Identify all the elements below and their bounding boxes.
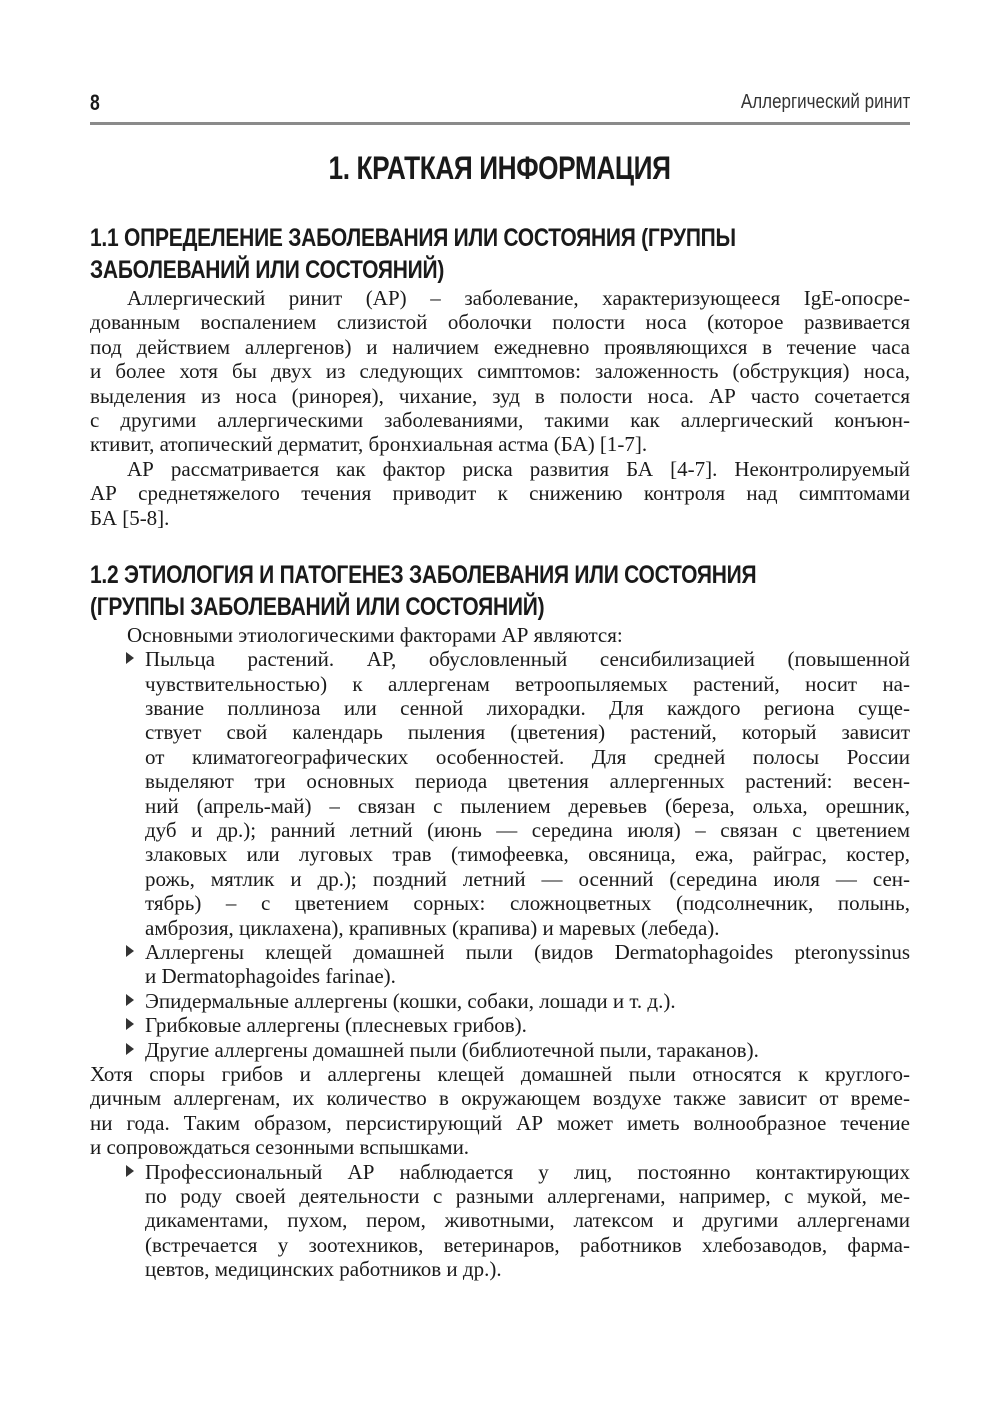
text-line: ни года. Таким образом, персистирующий АР может иметь волнообразное течение — [90, 1110, 910, 1135]
text-line: (встречается у зоотехников, ветеринаров, работников хлебозаводов, фарма- — [145, 1232, 910, 1257]
text-line: Пыльца растений. АР, обусловленный сенсибилизацией (повышенной — [145, 647, 910, 672]
text-line: с другими аллергическими заболеваниями, такими как аллергический конъюн- — [90, 407, 910, 432]
bullet-triangle-icon — [126, 1043, 134, 1055]
page-content — [90, 222, 910, 1281]
section-heading-line: 1.1 ОПРЕДЕЛЕНИЕ ЗАБОЛЕВАНИЯ ИЛИ СОСТОЯНИЯ (ГРУППЫ — [90, 224, 736, 252]
running-title: Аллергический ринит — [740, 91, 910, 113]
text-line: Хотя споры грибов и аллергены клещей домашней пыли относятся к круглого- — [90, 1061, 910, 1086]
text-line: Эпидермальные аллергены (кошки, собаки, лошади и т. д.). — [145, 988, 676, 1013]
text-line: ствует свой календарь пыления (цветения) растений, который зависит — [145, 720, 910, 745]
bullet-item — [90, 940, 910, 989]
text-line: чувствительностью) к аллергенам ветроопыляемых растений, носит на- — [145, 671, 910, 696]
paragraph — [90, 457, 910, 530]
text-line: Грибковые аллергены (плесневых грибов). — [145, 1013, 527, 1038]
text-line: дикаментами, пухом, пером, животными, латексом и другими аллергенами — [145, 1208, 910, 1233]
paragraph — [90, 1062, 910, 1160]
text-line: и сопровождаться сезонными вспышками. — [90, 1135, 470, 1160]
chapter-title — [0, 150, 1000, 187]
text-line: злаковых или луговых трав (тимофеевка, овсяница, ежа, райграс, костер, — [145, 842, 910, 867]
text-line: Аллергический ринит (АР) – заболевание, характеризующееся IgE-опосре- — [127, 286, 910, 310]
text-line: звание поллиноза или сенной лихорадки. Для каждого региона суще- — [145, 696, 910, 721]
bullet-item — [90, 647, 910, 940]
text-line: по роду своей деятельности с разными аллергенами, например, с мукой, ме- — [145, 1183, 910, 1208]
text-line: и более хотя бы двух из следующих симптомов: заложенность (обструкция) носа, — [90, 359, 910, 384]
section-1 — [90, 222, 910, 530]
paragraph — [90, 286, 910, 457]
page-number: 8 — [90, 90, 100, 115]
running-header — [90, 88, 910, 125]
text-line: тябрь) – с цветением сорных: сложноцветных (подсолнечник, полынь, — [145, 891, 910, 916]
text-line: Профессиональный АР наблюдается у лиц, постоянно контактирующих — [145, 1159, 910, 1184]
text-line: выделяют три основных периода цветения аллергенных растений: весен- — [145, 769, 910, 794]
section-heading-line: ЗАБОЛЕВАНИЙ ИЛИ СОСТОЯНИЙ) — [90, 256, 445, 284]
bullet-triangle-icon — [126, 994, 134, 1006]
text-line: под действием аллергенов) и наличием ежедневно проявляющихся в течение часа — [90, 334, 910, 359]
text-line: амброзия, циклахена), крапивных (крапива) и маревых (лебеда). — [145, 915, 720, 940]
section-2 — [90, 559, 910, 1282]
text-line: и Dermatophagoides farinae). — [145, 964, 396, 989]
bullet-item — [90, 1013, 910, 1037]
text-line: выделения из носа (ринорея), чихание, зуд в полости носа. АР часто сочетается — [90, 383, 910, 408]
bullet-triangle-icon — [126, 1018, 134, 1030]
text-line: АР среднетяжелого течения приводит к снижению контроля над симптомами — [90, 481, 910, 506]
bullet-item — [90, 1038, 910, 1062]
text-line: дуб и др.); ранний летний (июнь — середина июля) – связан с цветением — [145, 818, 910, 843]
bullet-item — [90, 1160, 910, 1282]
text-line: БА [5-8]. — [90, 505, 170, 530]
section-heading-line: 1.2 ЭТИОЛОГИЯ И ПАТОГЕНЕЗ ЗАБОЛЕВАНИЯ ИЛИ СОСТОЯНИЯ — [90, 560, 757, 589]
bullet-triangle-icon — [126, 652, 134, 664]
text-line: АР рассматривается как фактор риска развития БА [4-7]. Неконтролируемый — [127, 456, 910, 481]
text-line: рожь, мятлик и др.); поздний летний — осенний (середина июля — сен- — [145, 866, 910, 891]
section-heading-line: (ГРУППЫ ЗАБОЛЕВАНИЙ ИЛИ СОСТОЯНИЙ) — [90, 592, 545, 621]
bullet-triangle-icon — [126, 945, 134, 957]
text-line: от климатогеографических особенностей. Для средней полосы России — [145, 744, 910, 769]
text-line: ний (апрель-май) – связан с пылением деревьев (береза, ольха, орешник, — [145, 793, 910, 818]
text-line: Аллергены клещей домашней пыли (видов Dermatophagoides pteronyssinus — [145, 939, 910, 964]
text-line: Другие аллергены домашней пыли (библиотечной пыли, тараканов). — [145, 1037, 759, 1062]
text-line: Основными этиологическими факторами АР являются: — [127, 622, 623, 647]
chapter-title-text: 1. КРАТКАЯ ИНФОРМАЦИЯ — [328, 150, 672, 186]
text-line: дованным воспалением слизистой оболочки полости носа (которое развивается — [90, 310, 910, 335]
bullet-item — [90, 989, 910, 1013]
text-line: дичным аллергенам, их количество в окружающем воздухе также зависит от време- — [90, 1086, 910, 1111]
bullet-triangle-icon — [126, 1165, 134, 1177]
paragraph — [90, 623, 910, 647]
text-line: ктивит, атопический дерматит, бронхиальная астма (БА) [1-7]. — [90, 432, 648, 457]
text-line: цевтов, медицинских работников и др.). — [145, 1257, 502, 1282]
